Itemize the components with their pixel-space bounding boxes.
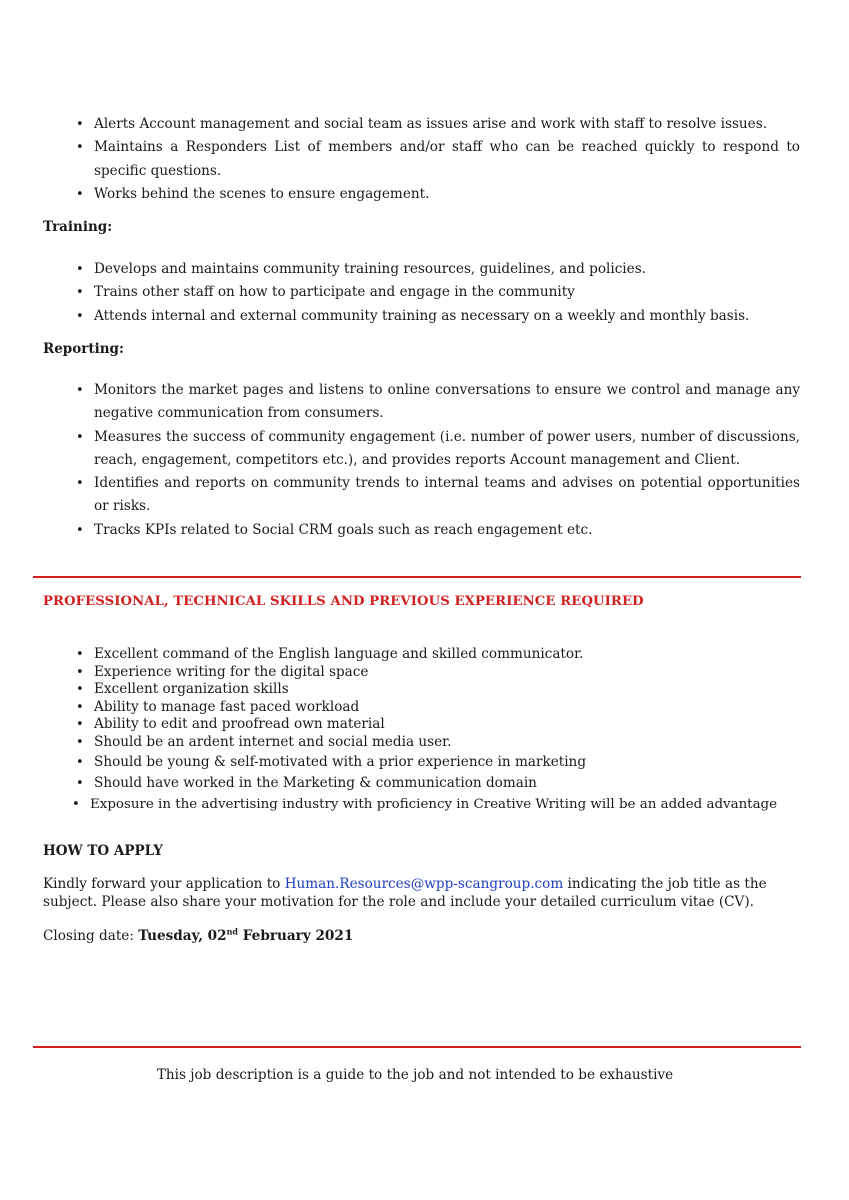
list-item: • Should have worked in the Marketing & communication domain <box>44 773 834 794</box>
reporting-heading: Reporting: <box>43 341 124 357</box>
training-heading: Training: <box>43 219 113 235</box>
list-item: • Excellent organization skills <box>44 681 834 699</box>
list-item: • Monitors the market pages and listens to online conversations to ensure we control and manage any negative communication from consumers. <box>44 379 800 426</box>
section-divider <box>33 576 801 578</box>
list-item: • Attends internal and external community training as necessary on a weekly and monthly basis. <box>44 305 800 328</box>
footer-divider <box>33 1046 801 1048</box>
list-item: • Tracks KPIs related to Social CRM goals such as reach engagement etc. <box>44 519 800 542</box>
requirements-heading: PROFESSIONAL, TECHNICAL SKILLS AND PREVIOUS EXPERIENCE REQUIRED <box>43 594 644 609</box>
list-item: • Develops and maintains community training resources, guidelines, and policies. <box>44 258 800 281</box>
list-item: • Excellent command of the English language and skilled communicator. <box>44 646 834 664</box>
apply-text-before: Kindly forward your application to <box>43 876 285 892</box>
list-item: • Trains other staff on how to participate and engage in the community <box>44 281 800 304</box>
apply-instructions <box>43 875 803 911</box>
footer-disclaimer: This job description is a guide to the job and not intended to be exhaustive <box>156 1067 674 1083</box>
list-item: • Alerts Account management and social team as issues arise and work with staff to resolve issues. <box>44 113 800 136</box>
list-item: • Should be young & self-motivated with a prior experience in marketing <box>44 752 834 773</box>
list-item: • Identifies and reports on community trends to internal teams and advises on potential opportunities or risks. <box>44 472 800 519</box>
apply-text-after: indicating the job title as the subject. Please also share your motivation for the role and include your detailed curriculum vitae (CV). <box>43 876 767 910</box>
list-item: • Maintains a Responders List of members and/or staff who can be reached quickly to respond to specific questions. <box>44 136 800 183</box>
how-to-apply-heading: HOW TO APPLY <box>43 843 163 859</box>
list-item: • Ability to manage fast paced workload <box>44 699 834 717</box>
closing-date-value: Tuesday, 02nd February 2021 <box>138 926 354 944</box>
requirements-bullet-list <box>44 646 834 816</box>
closing-date-label: Closing date: <box>43 928 139 944</box>
list-item: • Measures the success of community engagement (i.e. number of power users, number of discussions, reach, engagement, competitors etc.), and provides reports Account management and Client. <box>44 426 800 473</box>
list-item: • Exposure in the advertising industry with proficiency in Creative Writing will be an added advantage <box>44 794 834 816</box>
list-item: • Ability to edit and proofread own material <box>44 716 834 734</box>
reporting-bullet-list <box>44 379 800 542</box>
list-item: • Should be an ardent internet and social media user. <box>44 734 834 752</box>
email-link[interactable]: Human.Resources@wpp-scangroup.com <box>284 876 564 892</box>
list-item: • Works behind the scenes to ensure engagement. <box>44 183 800 206</box>
intro-bullet-list <box>44 113 800 206</box>
closing-date <box>43 928 353 944</box>
training-bullet-list <box>44 258 800 328</box>
list-item: • Experience writing for the digital space <box>44 664 834 682</box>
